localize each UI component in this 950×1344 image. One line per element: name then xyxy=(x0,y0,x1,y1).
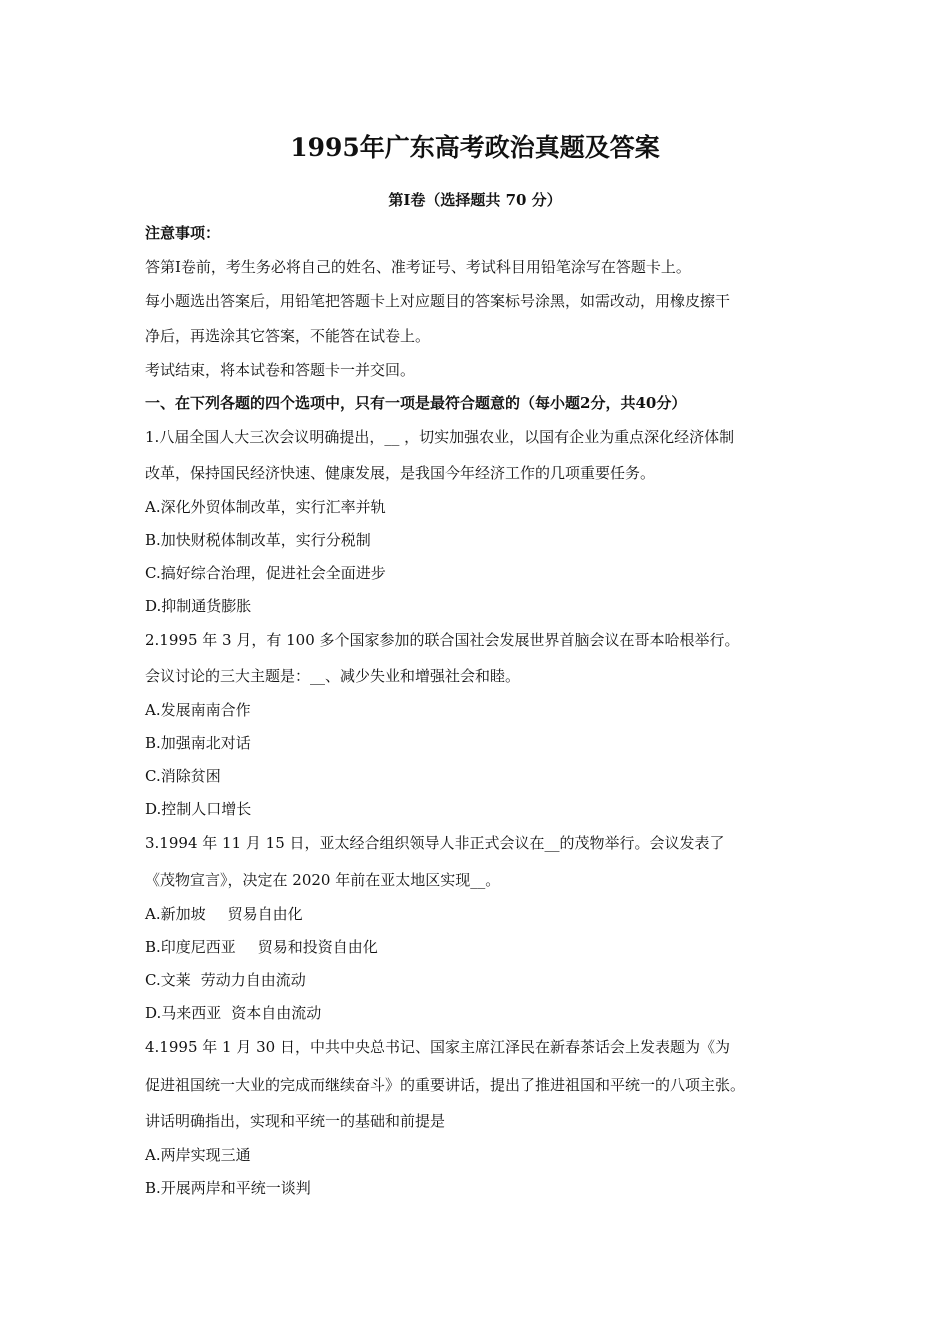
question-2-option-d: D.控制人口增长 xyxy=(145,800,252,818)
notice-paragraph-3: 考试结束，将本试卷和答题卡一并交回。 xyxy=(145,361,416,379)
question-3-option-b xyxy=(145,933,825,961)
question-2-option-c: C.消除贫困 xyxy=(145,767,221,785)
question-3-option-a-place: A.新加坡 xyxy=(145,905,206,923)
question-4-option-b: B.开展两岸和平统一谈判 xyxy=(145,1179,311,1197)
question-2-line-1: 2.1995 年 3 月，有 100 多个国家参加的联合国社会发展世界首脑会议在哥本哈根举行。 xyxy=(145,631,740,649)
question-4-line-1: 4.1995 年 1 月 30 日，中共中央总书记、国家主席江泽民在新春茶话会上发表题为《为 xyxy=(145,1038,730,1056)
question-1-option-b: B.加快财税体制改革，实行分税制 xyxy=(145,531,371,549)
question-2-line-2: 会议讨论的三大主题是：__、减少失业和增强社会和睦。 xyxy=(145,667,521,685)
section-1-heading: 一、在下列各题的四个选项中，只有一项是最符合题意的（每小题2分，共40分） xyxy=(145,394,687,412)
document-title: 1995年广东高考政治真题及答案 xyxy=(290,133,660,162)
question-3-line-1: 3.1994 年 11 月 15 日，亚太经合组织领导人非正式会议在__的茂物举行。会议发表了 xyxy=(145,834,725,852)
question-4-option-a: A.两岸实现三通 xyxy=(145,1146,251,1164)
question-3-option-c-place: C.文莱 xyxy=(145,971,191,989)
question-3-option-b-goal: 贸易和投资自由化 xyxy=(257,938,378,956)
question-2-option-a: A.发展南南合作 xyxy=(145,701,251,719)
question-3-line-2: 《茂物宣言》，决定在 2020 年前在亚太地区实现__。 xyxy=(145,871,501,889)
question-1-line-2: 改革，保持国民经济快速、健康发展，是我国今年经济工作的几项重要任务。 xyxy=(145,464,656,482)
question-3-option-c-goal: 劳动力自由流动 xyxy=(200,971,306,989)
question-3-option-d-place: D.马来西亚 xyxy=(145,1004,222,1022)
question-3-option-d-goal: 资本自由流动 xyxy=(231,1004,322,1022)
question-1-option-c: C.搞好综合治理，促进社会全面进步 xyxy=(145,564,386,582)
question-4-line-2: 促进祖国统一大业的完成而继续奋斗》的重要讲话，提出了推进祖国和平统一的八项主张。 xyxy=(145,1076,746,1094)
question-1-line-1: 1.八届全国人大三次会议明确提出，__ ，切实加强农业，以国有企业为重点深化经济体制 xyxy=(145,428,735,446)
question-3-option-c xyxy=(145,966,825,994)
question-1-option-d: D.抑制通货膨胀 xyxy=(145,597,252,615)
notice-paragraph-1: 答第Ⅰ卷前，考生务必将自己的姓名、准考证号、考试科目用铅笔涂写在答题卡上。 xyxy=(145,258,691,276)
question-1-option-a: A.深化外贸体制改革，实行汇率并轨 xyxy=(145,498,386,516)
question-3-option-a-goal: 贸易自由化 xyxy=(227,905,303,923)
notice-paragraph-2-line-1: 每小题选出答案后，用铅笔把答题卡上对应题目的答案标号涂黑，如需改动，用橡皮擦干 xyxy=(145,292,731,310)
question-2-option-b: B.加强南北对话 xyxy=(145,734,251,752)
section-subtitle: 第Ⅰ卷（选择题共 70 分） xyxy=(388,191,562,209)
question-3-option-d xyxy=(145,999,825,1027)
question-4-line-3: 讲话明确指出，实现和平统一的基础和前提是 xyxy=(145,1112,446,1130)
notice-paragraph-2-line-2: 净后，再选涂其它答案，不能答在试卷上。 xyxy=(145,327,431,345)
question-3-option-b-place: B.印度尼西亚 xyxy=(145,938,236,956)
notice-heading: 注意事项： xyxy=(145,224,221,242)
question-3-option-a xyxy=(145,900,825,928)
